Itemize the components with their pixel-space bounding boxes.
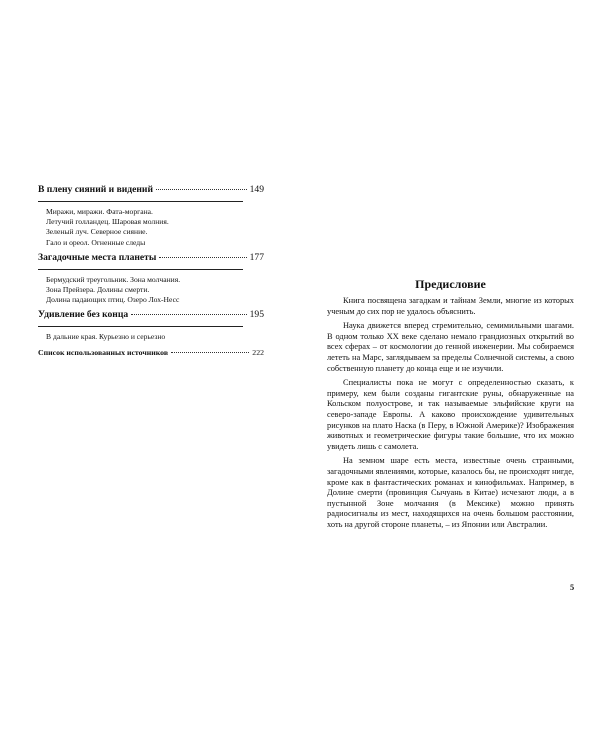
toc-entry-title: Список использованных источников — [38, 348, 169, 357]
toc-entry-title: Удивление без конца — [38, 309, 129, 320]
toc-section-2 — [38, 252, 264, 306]
toc-entry-3[interactable] — [38, 309, 264, 321]
toc-leader-dots — [156, 189, 247, 190]
toc-subitem: Гало и ореол. Огненные следы — [46, 237, 146, 247]
toc-subitems — [46, 207, 264, 248]
toc-subitem: Бермудский треугольник. Зона молчания. — [46, 275, 181, 284]
toc-entry-sources[interactable] — [38, 348, 264, 357]
toc-entry-page: 149 — [249, 184, 264, 195]
toc-divider — [38, 326, 243, 327]
toc-leader-dots — [171, 352, 249, 353]
toc-entry-title: Загадочные места планеты — [38, 252, 157, 263]
toc-subitems — [46, 332, 264, 342]
toc-subitem: Долина падающих птиц. Озеро Лох-Несс — [46, 295, 180, 305]
toc-subitem: Летучий голландец. Шаровая молния. — [46, 217, 169, 227]
toc-subitem: Миражи, миражи. Фата-моргана. — [46, 207, 153, 216]
toc-section-1 — [38, 184, 264, 248]
preface-heading: Предисловие — [415, 277, 486, 291]
toc-subitems — [46, 275, 264, 306]
toc-entry-title: В плену сияний и видений — [38, 184, 153, 195]
toc-entry-page: 222 — [252, 348, 264, 357]
preface-body — [327, 296, 574, 534]
toc-subitem: Зона Прейзера. Долины смерти. — [46, 285, 150, 295]
toc-subitem: Зеленый луч. Северное сияние. — [46, 227, 148, 237]
toc-entry-page: 177 — [249, 252, 264, 263]
preface-paragraph: Наука движется вперед стремительно, семимильными шагами. В одном только XX веке сделано немало грандиозных открытий во всех сферах – от космологии до генной инженерии. Мы собираемся лететь на Марс, заглядываем за пределы Солнечной системы, а свою собственную планету до конца еще и не изучили. — [327, 321, 574, 373]
preface-paragraph: На земном шаре есть места, известные очень странными, загадочными явлениями, которые, казалось бы, не происходят нигде, кроме как в фантастических романах и кинофильмах. Например, в Долине смерти (провинция Сычуань в Китае) исчезают люди, а в пустынной Зоне молчания (в Мексике) можно принять радиосигналы из мест, находящихся на очень большом расстоянии, хоть на другой стороне планеты, – из Японии или Австралии. — [327, 456, 574, 529]
toc-entry-page: 195 — [249, 309, 264, 320]
toc-divider — [38, 201, 243, 202]
page-number: 5 — [570, 583, 575, 592]
toc-section-3 — [38, 309, 264, 342]
toc-divider — [38, 269, 243, 270]
preface-paragraph: Книга посвящена загадкам и тайнам Земли, многие из которых ученым до сих пор не удалось объяснить. — [327, 296, 574, 316]
toc-subitem: В дальние края. Курьезно и серьезно — [46, 332, 166, 341]
toc-leader-dots — [131, 314, 246, 315]
right-page-preface — [300, 0, 600, 750]
toc-entry-1[interactable] — [38, 184, 264, 196]
toc-leader-dots — [159, 257, 246, 258]
toc-entry-2[interactable] — [38, 252, 264, 264]
preface-paragraph: Специалисты пока не могут с определенностью сказать, к примеру, кем были созданы гигантские руны, обнаруженные на Кольском полуострове, и так называемые эльфийские круги на северо-западе Европы. А каково происхождение удивительных рисунков на плато Наска (в Перу, в Южной Америке)? Изображения животных и геометрические фигуры такие большие, что их можно увидеть лишь с самолета. — [327, 378, 574, 451]
